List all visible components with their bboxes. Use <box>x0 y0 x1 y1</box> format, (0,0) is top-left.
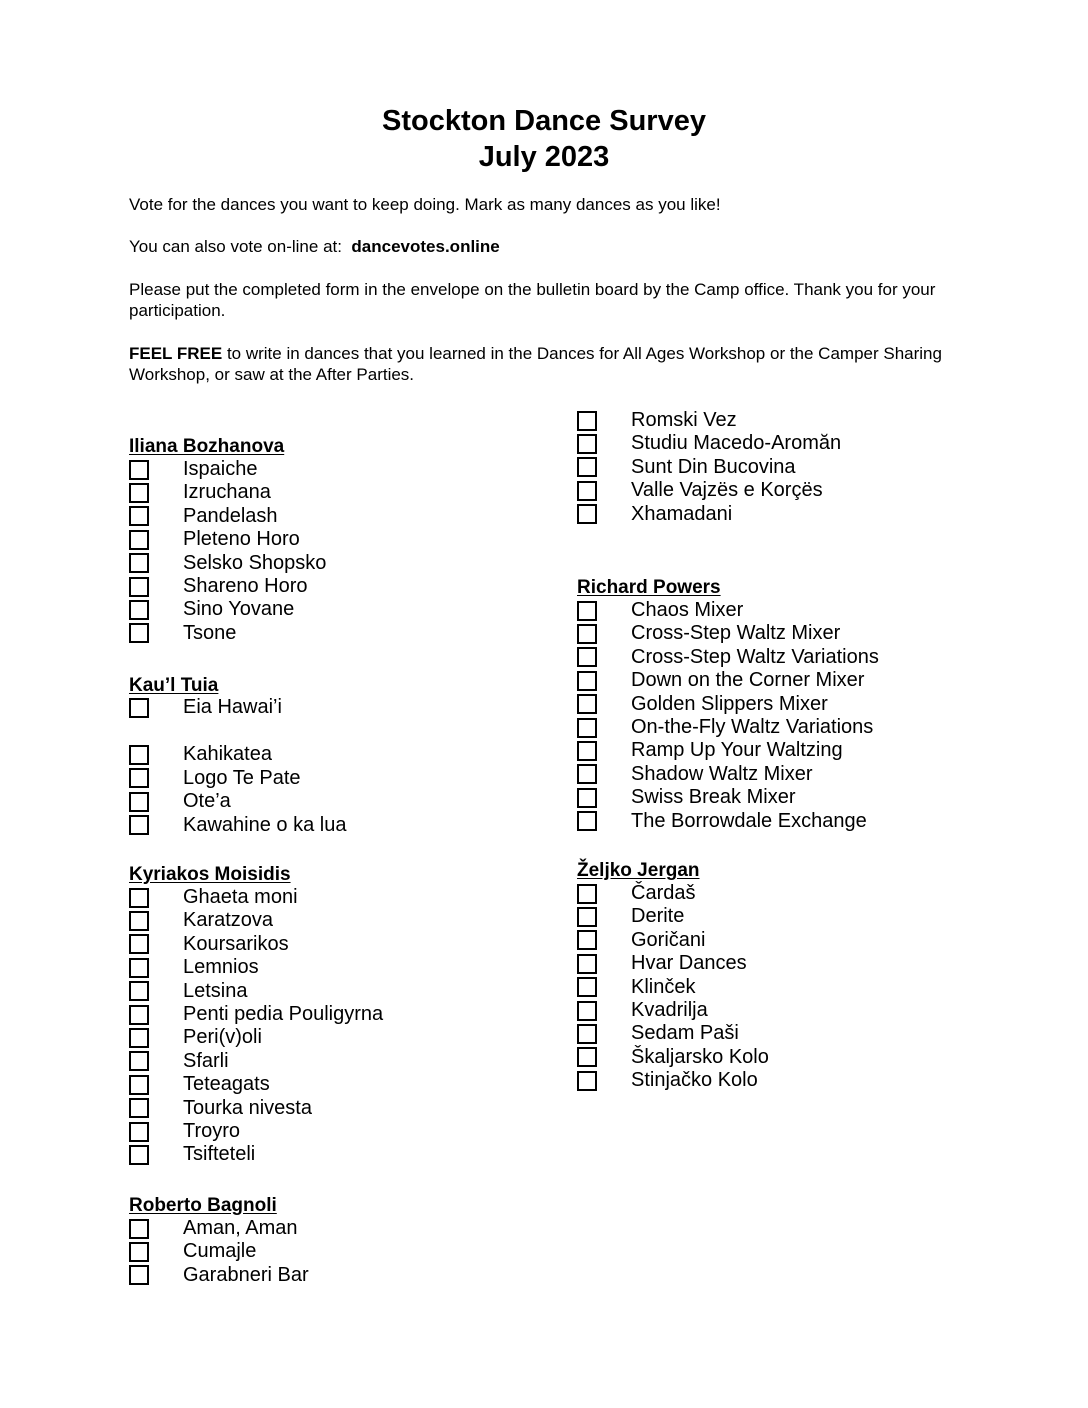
dance-item-on-the-fly-waltz-variations[interactable] <box>577 715 874 739</box>
vote-checkbox[interactable] <box>129 1051 149 1071</box>
vote-checkbox[interactable] <box>577 671 597 691</box>
dance-item-lemnios[interactable] <box>129 956 259 979</box>
vote-checkbox[interactable] <box>577 481 597 501</box>
dance-item-pandelash[interactable] <box>129 504 278 528</box>
vote-checkbox[interactable] <box>577 930 597 950</box>
dance-name: Klinček <box>631 975 696 998</box>
survey-title: Stockton Dance Survey <box>382 105 706 137</box>
vote-checkbox[interactable] <box>577 647 597 667</box>
vote-checkbox[interactable] <box>129 600 149 620</box>
dance-item-down-on-the-corner-mixer[interactable] <box>577 669 865 692</box>
vote-checkbox[interactable] <box>129 698 149 718</box>
vote-checkbox[interactable] <box>577 1071 597 1091</box>
dance-name: Ghaeta moni <box>183 885 298 908</box>
online-vote-prefix: You can also vote on-line at: <box>129 237 342 256</box>
vote-checkbox[interactable] <box>577 954 597 974</box>
dance-item-tsifteteli[interactable] <box>129 1143 256 1166</box>
vote-checkbox[interactable] <box>129 1098 149 1118</box>
vote-checkbox[interactable] <box>577 907 597 927</box>
dance-name: Škaljarsko Kolo <box>631 1045 769 1068</box>
dance-item-sedam-pasi[interactable] <box>577 1022 739 1045</box>
vote-checkbox[interactable] <box>129 1005 149 1025</box>
intro-write-in-note <box>129 343 969 385</box>
dance-item-kvadrilja[interactable] <box>577 998 708 1022</box>
dance-item-koursarikos[interactable] <box>129 932 289 956</box>
dance-name: Valle Vajzës e Korçës <box>631 479 823 502</box>
dance-item-derite[interactable] <box>577 905 685 928</box>
dance-item-kahikatea[interactable] <box>129 743 272 766</box>
dance-item-selsko-shopsko[interactable] <box>129 551 327 575</box>
vote-checkbox[interactable] <box>129 623 149 643</box>
dance-name: Pleteno Horo <box>183 528 300 551</box>
dance-item-tsone[interactable] <box>129 621 237 645</box>
vote-checkbox[interactable] <box>129 792 149 812</box>
vote-checkbox[interactable] <box>129 1075 149 1095</box>
intro-vote-instructions: Vote for the dances you want to keep doing. Mark as many dances as you like! <box>129 195 721 214</box>
dance-name: Golden Slippers Mixer <box>631 692 828 715</box>
vote-checkbox[interactable] <box>577 788 597 808</box>
dance-name: Troyro <box>183 1119 241 1142</box>
dance-name: Tourka nivesta <box>183 1096 312 1119</box>
dance-item-stinjacko-kolo[interactable] <box>577 1069 758 1092</box>
vote-checkbox[interactable] <box>129 553 149 573</box>
dance-name: Letsina <box>183 979 248 1002</box>
dance-item-cardas[interactable] <box>577 881 696 905</box>
vote-checkbox[interactable] <box>129 911 149 931</box>
dance-name: Karatzova <box>183 909 274 932</box>
dance-item-sunt-din-bucovina[interactable] <box>577 455 796 479</box>
dance-item-pleteno-horo[interactable] <box>129 528 300 551</box>
vote-checkbox[interactable] <box>577 741 597 761</box>
dance-name: Garabneri Bar <box>183 1263 309 1286</box>
dance-name: Kawahine o ka lua <box>183 813 347 836</box>
dance-name: Ispaiche <box>183 457 258 480</box>
dance-name: Studiu Macedo-Aromăn <box>631 432 842 455</box>
dance-item-sino-yovane[interactable] <box>129 598 295 621</box>
vote-checkbox[interactable] <box>129 1122 149 1142</box>
vote-checkbox[interactable] <box>577 1001 597 1021</box>
dance-name: Shareno Horo <box>183 574 308 597</box>
dance-name: Koursarikos <box>183 932 289 955</box>
dance-item-goricani[interactable] <box>577 928 706 952</box>
section-heading-roberto-bagnoli: Roberto Bagnoli <box>129 1195 277 1216</box>
vote-checkbox[interactable] <box>129 483 149 503</box>
dance-item-izruchana[interactable] <box>129 481 271 504</box>
dance-name: Romski Vez <box>631 408 737 431</box>
feel-free-label: FEEL FREE <box>129 344 223 363</box>
write-in-text: to write in dances that you learned in the Dances for All Ages Workshop or the Camper Sharing Workshop, or saw at the After Parties. <box>129 344 942 384</box>
vote-checkbox[interactable] <box>129 1219 149 1239</box>
dance-name: Shadow Waltz Mixer <box>631 762 813 785</box>
dance-item-hvar-dances[interactable] <box>577 952 747 975</box>
dance-name: Teteagats <box>183 1073 270 1096</box>
dance-name: Swiss Break Mixer <box>631 786 796 809</box>
dance-name: Kahikatea <box>183 743 272 766</box>
dance-name: Down on the Corner Mixer <box>631 669 865 692</box>
vote-checkbox[interactable] <box>129 745 149 765</box>
dance-name: Cross-Step Waltz Mixer <box>631 622 841 645</box>
section-heading-richard-powers: Richard Powers <box>577 577 721 598</box>
dance-item-penti-pedia-pouligyrna[interactable] <box>129 1002 384 1026</box>
dance-name: Logo Te Pate <box>183 766 301 789</box>
dance-item-sfarli[interactable] <box>129 1049 229 1073</box>
vote-checkbox[interactable] <box>129 888 149 908</box>
vote-checkbox[interactable] <box>129 1265 149 1285</box>
dance-item-swiss-break-mixer[interactable] <box>577 786 796 809</box>
dance-item-tourka-nivesta[interactable] <box>129 1096 312 1120</box>
dance-name: Tsifteteli <box>183 1143 256 1166</box>
vote-checkbox[interactable] <box>129 768 149 788</box>
vote-checkbox[interactable] <box>129 958 149 978</box>
dance-item-shadow-waltz-mixer[interactable] <box>577 762 813 786</box>
dance-item-the-borrowdale-exchange[interactable] <box>577 809 867 833</box>
dance-name: Stinjačko Kolo <box>631 1069 758 1092</box>
dance-name: Pandelash <box>183 504 278 527</box>
vote-checkbox[interactable] <box>129 577 149 597</box>
dance-item-cross-step-waltz-mixer[interactable] <box>577 622 841 645</box>
dance-name: Ramp Up Your Waltzing <box>631 739 843 762</box>
dance-name: Tsone <box>183 621 237 644</box>
dance-name: Selsko Shopsko <box>183 551 327 574</box>
survey-date: July 2023 <box>478 141 610 173</box>
dance-item-kawahine-o-ka-lua[interactable] <box>129 813 347 837</box>
dance-name: Sunt Din Bucovina <box>631 455 796 478</box>
vote-checkbox[interactable] <box>577 764 597 784</box>
dance-item-valle-vajzes-e-korces[interactable] <box>577 479 823 502</box>
dance-name: The Borrowdale Exchange <box>631 809 867 832</box>
dance-name: Aman, Aman <box>183 1216 298 1239</box>
vote-checkbox[interactable] <box>577 601 597 621</box>
vote-checkbox[interactable] <box>129 1028 149 1048</box>
vote-checkbox[interactable] <box>577 884 597 904</box>
dance-item-romski-vez[interactable] <box>577 408 737 432</box>
dance-name: Chaos Mixer <box>631 598 744 621</box>
dance-item-shareno-horo[interactable] <box>129 574 308 598</box>
dance-name: Sfarli <box>183 1049 229 1072</box>
dance-name: Kvadrilja <box>631 998 708 1021</box>
vote-checkbox[interactable] <box>577 1047 597 1067</box>
vote-checkbox[interactable] <box>129 1145 149 1165</box>
dance-item-ispaiche[interactable] <box>129 457 258 481</box>
section-heading-kaul-tuia: Kau’l Tuia <box>129 675 219 696</box>
dance-name: Ote’a <box>183 790 231 813</box>
online-vote-link[interactable]: dancevotes.online <box>351 237 500 256</box>
dance-name: On-the-Fly Waltz Variations <box>631 715 874 738</box>
dance-item-troyro[interactable] <box>129 1119 241 1143</box>
dance-item-karatzova[interactable] <box>129 909 274 932</box>
vote-checkbox[interactable] <box>129 1242 149 1262</box>
dance-item-klincek[interactable] <box>577 975 696 999</box>
dance-item-studiu-macedo-aroman[interactable] <box>577 432 842 455</box>
dance-name: Peri(v)oli <box>183 1026 262 1049</box>
dance-item-aman-aman[interactable] <box>129 1216 298 1240</box>
dance-item-logo-te-pate[interactable] <box>129 766 301 790</box>
dance-name: Lemnios <box>183 956 259 979</box>
dance-item-peri-v-oli[interactable] <box>129 1026 262 1049</box>
intro-submission-instructions: Please put the completed form in the envelope on the bulletin board by the Camp office. Thank you for your participation. <box>129 280 936 320</box>
vote-checkbox[interactable] <box>577 811 597 831</box>
dance-name: Čardaš <box>631 881 696 904</box>
vote-checkbox[interactable] <box>577 1024 597 1044</box>
vote-checkbox[interactable] <box>577 411 597 431</box>
dance-item-ote-a[interactable] <box>129 790 231 813</box>
dance-name: Derite <box>631 905 685 928</box>
dance-name: Izruchana <box>183 481 271 504</box>
dance-item-ramp-up-your-waltzing[interactable] <box>577 739 843 762</box>
dance-item-cumajle[interactable] <box>129 1240 257 1263</box>
vote-checkbox[interactable] <box>129 460 149 480</box>
dance-name: Penti pedia Pouligyrna <box>183 1002 384 1025</box>
dance-name: Eia Hawai’i <box>183 695 282 718</box>
dance-item-chaos-mixer[interactable] <box>577 598 744 622</box>
vote-checkbox[interactable] <box>129 934 149 954</box>
dance-name: Cumajle <box>183 1240 257 1263</box>
dance-name: Goričani <box>631 928 706 951</box>
dance-item-skaljarsko-kolo[interactable] <box>577 1045 769 1069</box>
dance-name: Hvar Dances <box>631 952 747 975</box>
vote-checkbox[interactable] <box>577 977 597 997</box>
dance-name: Sedam Paši <box>631 1022 739 1045</box>
vote-checkbox[interactable] <box>129 506 149 526</box>
dance-item-eia-hawai-i[interactable] <box>129 695 282 719</box>
dance-item-ghaeta-moni[interactable] <box>129 885 298 909</box>
dance-item-garabneri-bar[interactable] <box>129 1263 309 1287</box>
vote-checkbox[interactable] <box>577 457 597 477</box>
vote-checkbox[interactable] <box>577 624 597 644</box>
dance-item-golden-slippers-mixer[interactable] <box>577 692 828 716</box>
vote-checkbox[interactable] <box>577 434 597 454</box>
intro-online-vote <box>129 236 969 257</box>
dance-item-letsina[interactable] <box>129 979 248 1003</box>
dance-name: Sino Yovane <box>183 598 295 621</box>
dance-item-teteagats[interactable] <box>129 1073 270 1096</box>
section-heading-iliana-bozhanova: Iliana Bozhanova <box>129 436 285 457</box>
vote-checkbox[interactable] <box>577 504 597 524</box>
dance-name: Cross-Step Waltz Variations <box>631 645 879 668</box>
vote-checkbox[interactable] <box>129 815 149 835</box>
vote-checkbox[interactable] <box>577 718 597 738</box>
dance-item-xhamadani[interactable] <box>577 502 733 526</box>
vote-checkbox[interactable] <box>129 981 149 1001</box>
dance-item-cross-step-waltz-variations[interactable] <box>577 645 879 669</box>
vote-checkbox[interactable] <box>129 530 149 550</box>
section-heading-kyriakos-moisidis: Kyriakos Moisidis <box>129 864 291 885</box>
section-heading-zeljko-jergan: Željko Jergan <box>577 860 700 881</box>
dance-name: Xhamadani <box>631 502 733 525</box>
vote-checkbox[interactable] <box>577 694 597 714</box>
